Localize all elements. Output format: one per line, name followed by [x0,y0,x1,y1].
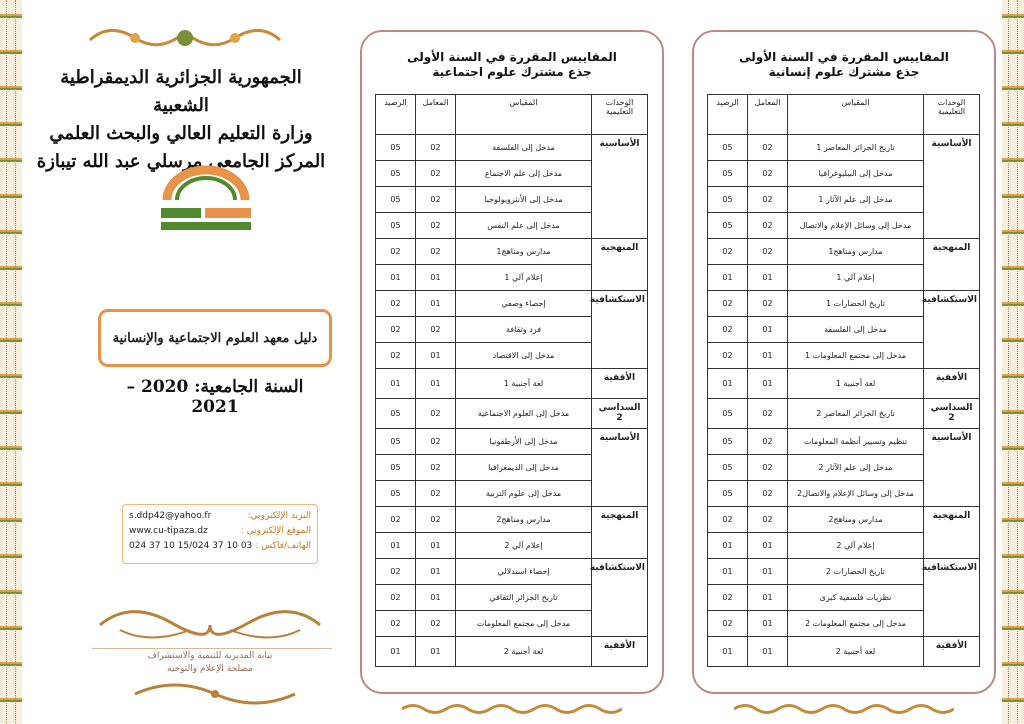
subject-cell: لغة أجنبية 2 [456,637,592,667]
unit-cell: الأساسية [924,135,980,239]
subject-cell: مدارس ومناهج1 [788,239,924,265]
coefficient-cell: 01 [416,291,456,317]
cover-header [36,64,326,176]
email-value[interactable]: s.ddp42@yahoo.fr [129,511,212,521]
credit-cell: 02 [708,291,748,317]
unit-cell: المنهجية [924,239,980,291]
unit-cell: الأفقية [592,369,648,399]
table-row [376,559,648,585]
table-row [708,399,980,429]
top-ornament-icon [80,20,290,58]
subject-cell: مدخل إلى مجتمع المعلومات 2 [788,611,924,637]
subject-cell: تاريخ الجزائر المعاصر 1 [788,135,924,161]
website-label: الموقع الإلكتروني : [240,526,311,536]
table-row [376,637,648,667]
subject-cell: مدخل إلى علوم التربية [456,481,592,507]
credit-cell: 01 [376,369,416,399]
coefficient-cell: 01 [748,585,788,611]
coefficient-cell: 01 [748,559,788,585]
coefficient-cell: 02 [748,187,788,213]
credit-cell: 01 [708,559,748,585]
credit-cell: 05 [708,213,748,239]
subject-cell: تنظيم وتسيير أنظمة المعلومات [788,429,924,455]
subject-cell: إحصاء استدلالي [456,559,592,585]
human-courses-table [707,94,980,667]
unit-cell: الأساسية [924,429,980,507]
subject-cell: مدخل إلى مجتمع المعلومات [456,611,592,637]
subject-cell: تاريخ الحضارات 1 [788,291,924,317]
unit-cell: الأساسية [592,135,648,239]
university-logo-icon [155,164,257,234]
credit-cell: 01 [708,637,748,667]
coefficient-cell: 02 [748,291,788,317]
contact-box [122,504,318,564]
subject-cell: مدخل إلى وسائل الإعلام والاتصال [788,213,924,239]
credit-cell: 02 [376,585,416,611]
subject-cell: مدخل إلى علم الآثار 1 [788,187,924,213]
coefficient-cell: 02 [416,455,456,481]
subject-cell: مدخل إلى الفلسفة [456,135,592,161]
credit-cell: 05 [376,399,416,429]
footer-ornament-icon [130,680,300,708]
coefficient-cell: 02 [416,507,456,533]
unit-cell: السداسي 2 [924,399,980,429]
ministry-name: وزارة التعليم العالي والبحث العلمي [49,123,313,144]
coefficient-cell: 02 [416,135,456,161]
coefficient-cell: 02 [416,187,456,213]
unit-cell: الأفقية [924,369,980,399]
credit-cell: 05 [708,135,748,161]
table-row [708,507,980,533]
coefficient-cell: 02 [416,161,456,187]
left-decorative-border [0,0,22,724]
credit-cell: 02 [376,559,416,585]
coefficient-cell: 01 [748,265,788,291]
units-header: الوحدات التعليمية [924,95,980,135]
human-title-line-2: جذع مشترك علوم إنسانية [768,65,920,79]
footer-divider [92,648,332,649]
credit-cell: 02 [708,343,748,369]
unit-cell: السداسي 2 [592,399,648,429]
social-panel-title [362,50,662,80]
human-panel-title [694,50,994,80]
phone-label: الهاتف/فاكس : [255,541,311,551]
human-title-line-1: المقاييس المقررة في السنة الأولى [739,50,949,64]
credit-cell: 02 [708,239,748,265]
credit-cell: 05 [708,455,748,481]
coefficient-cell: 01 [416,369,456,399]
table-row [376,369,648,399]
subject-cell: مدخل إلى الببليوغرافيا [788,161,924,187]
website-value[interactable]: www.cu-tipaza.dz [129,526,208,536]
subject-cell: لغة أجنبية 1 [456,369,592,399]
academic-year: السنة الجامعية: 2020 – 2021 [126,377,304,417]
table-row [376,239,648,265]
subject-cell: مدخل إلى مجتمع المعلومات 1 [788,343,924,369]
subject-cell: مدخل إلى العلوم الاجتماعية [456,399,592,429]
coefficient-cell: 02 [748,455,788,481]
credit-cell: 05 [376,213,416,239]
credit-cell: 02 [708,317,748,343]
unit-cell: الاستكشافية [924,559,980,637]
panel-bottom-ornament-icon [734,702,954,716]
subject-cell: لغة أجنبية 2 [788,637,924,667]
subject-cell: مدخل إلى الفلسفة [788,317,924,343]
credit-cell: 05 [708,187,748,213]
credit-cell: 01 [376,265,416,291]
right-decorative-border [1002,0,1024,724]
credit-cell: 05 [708,481,748,507]
footer-line-1: نيابة المديرية للتنمية والاستشراف [147,651,273,661]
unit-cell: الأساسية [592,429,648,507]
center-name: المركز الجامعي مرسلي عبد الله تيبازة [36,151,326,172]
republic-name: الجمهورية الجزائرية الديمقراطية الشعبية [60,67,302,116]
subject-cell: إعلام آلي 2 [456,533,592,559]
table-row [708,429,980,455]
cover-panel [30,12,332,714]
table-row [376,291,648,317]
table-row [376,135,648,161]
subject-cell: نظريات فلسفية كبرى [788,585,924,611]
subject-cell: مدخل إلى علم الآثار 2 [788,455,924,481]
credit-cell: 02 [376,507,416,533]
unit-cell: الأفقية [924,637,980,667]
unit-cell: المنهجية [592,507,648,559]
coefficient-header: المعامل [416,95,456,135]
table-row [708,637,980,667]
unit-cell: الاستكشافية [592,291,648,369]
coefficient-cell: 02 [748,213,788,239]
credit-cell: 01 [708,369,748,399]
credit-cell: 01 [708,265,748,291]
subject-header: المقياس [456,95,592,135]
subject-cell: مدخل إلى الاقتصاد [456,343,592,369]
credit-cell: 02 [708,585,748,611]
subject-cell: إعلام آلي 1 [788,265,924,291]
credit-cell: 02 [376,239,416,265]
table-row [708,239,980,265]
credit-cell: 01 [376,637,416,667]
table-row [376,429,648,455]
email-label: البريد الإلكتروني: [247,511,311,521]
social-sciences-panel [360,30,664,694]
subject-cell: تاريخ الجزائر المعاصر 2 [788,399,924,429]
credit-cell: 02 [376,343,416,369]
coefficient-cell: 01 [748,611,788,637]
credit-cell: 05 [708,161,748,187]
subject-cell: مدخل إلى وسائل الإعلام والاتصال2 [788,481,924,507]
unit-cell: الاستكشافية [592,559,648,637]
subject-cell: تاريخ الحضارات 2 [788,559,924,585]
subject-cell: فرد وثقافة [456,317,592,343]
social-title-line-1: المقاييس المقررة في السنة الأولى [407,50,617,64]
credit-cell: 02 [376,317,416,343]
bottom-ornament-icon [90,600,330,650]
table-row [708,559,980,585]
credit-cell: 02 [708,611,748,637]
credit-cell: 02 [376,291,416,317]
coefficient-cell: 02 [748,239,788,265]
subject-cell: مدخل إلى الديمغرافيا [456,455,592,481]
social-title-line-2: جذع مشترك علوم اجتماعية [432,65,592,79]
coefficient-cell: 02 [416,239,456,265]
coefficient-cell: 02 [416,481,456,507]
footer-text [120,650,300,676]
coefficient-cell: 02 [748,481,788,507]
coefficient-cell: 01 [748,343,788,369]
coefficient-cell: 02 [416,317,456,343]
coefficient-cell: 02 [748,429,788,455]
credit-cell: 05 [376,429,416,455]
subject-cell: تاريخ الجزائر الثقافي [456,585,592,611]
unit-cell: المنهجية [592,239,648,291]
coefficient-cell: 01 [748,369,788,399]
coefficient-cell: 01 [416,343,456,369]
phone-value: 024 37 10 15/024 37 10 03 [129,541,253,551]
footer-line-2: مصلحة الإعلام والتوجيه [167,664,253,674]
subject-cell: لغة أجنبية 1 [788,369,924,399]
guide-title-box [98,309,332,367]
coefficient-cell: 02 [748,161,788,187]
credit-cell: 05 [376,187,416,213]
credit-cell: 05 [708,399,748,429]
subject-cell: مدخل إلى الأرطفونيا [456,429,592,455]
coefficient-cell: 01 [416,265,456,291]
table-row [708,135,980,161]
subject-cell: مدخل إلى الأنثروبولوجيا [456,187,592,213]
subject-cell: إعلام آلي 1 [456,265,592,291]
subject-cell: إعلام آلي 2 [788,533,924,559]
subject-cell: مدخل إلى علم الاجتماع [456,161,592,187]
credit-cell: 05 [376,161,416,187]
coefficient-cell: 02 [416,213,456,239]
social-courses-table [375,94,648,667]
coefficient-cell: 02 [416,429,456,455]
panel-bottom-ornament-icon [402,702,622,716]
units-header: الوحدات التعليمية [592,95,648,135]
subject-cell: إحصاء وصفي [456,291,592,317]
coefficient-cell: 02 [416,611,456,637]
subject-cell: مدارس ومناهج1 [456,239,592,265]
guide-title: دليل معهد العلوم الاجتماعية والإنسانية [112,330,318,346]
coefficient-cell: 01 [416,533,456,559]
credit-cell: 02 [708,507,748,533]
unit-cell: المنهجية [924,507,980,559]
credit-cell: 02 [376,611,416,637]
coefficient-cell: 01 [748,317,788,343]
subject-cell: مدارس ومناهج2 [456,507,592,533]
table-row [376,507,648,533]
credit-cell: 01 [708,533,748,559]
table-row [376,399,648,429]
coefficient-cell: 01 [748,637,788,667]
coefficient-cell: 01 [416,559,456,585]
credit-cell: 05 [376,455,416,481]
coefficient-cell: 02 [748,399,788,429]
coefficient-cell: 01 [416,637,456,667]
coefficient-cell: 02 [748,507,788,533]
credit-header: الرصيد [708,95,748,135]
coefficient-cell: 01 [416,585,456,611]
credit-cell: 05 [376,135,416,161]
unit-cell: الأفقية [592,637,648,667]
credit-header: الرصيد [376,95,416,135]
unit-cell: الاستكشافية [924,291,980,369]
credit-cell: 01 [376,533,416,559]
subject-cell: مدارس ومناهج2 [788,507,924,533]
coefficient-cell: 02 [748,135,788,161]
credit-cell: 05 [708,429,748,455]
table-row [708,291,980,317]
coefficient-cell: 01 [748,533,788,559]
human-sciences-panel [692,30,996,694]
table-row [708,369,980,399]
subject-header: المقياس [788,95,924,135]
subject-cell: مدخل إلى علم النفس [456,213,592,239]
credit-cell: 05 [376,481,416,507]
coefficient-header: المعامل [748,95,788,135]
coefficient-cell: 02 [416,399,456,429]
